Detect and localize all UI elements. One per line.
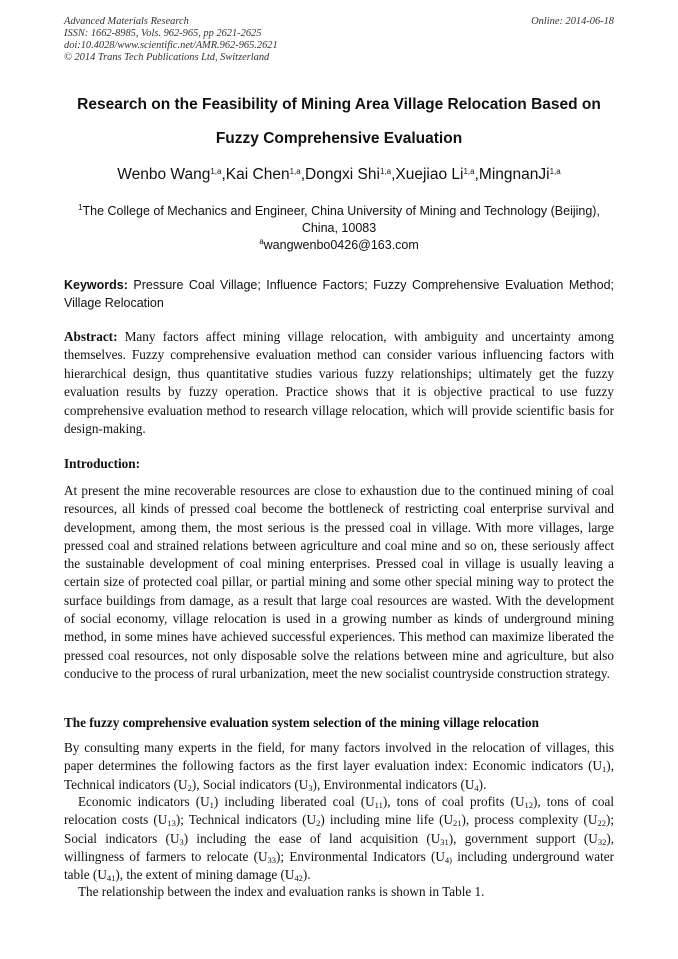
section-2-paragraph-1: By consulting many experts in the field, for many factors involved in the relocation of villages, this paper determines the following factors as the first layer evaluation index: Economic indicators $(U_1)$, Technical indicators $(U_2)$, Social indicators $(U_3)$, Environmental indicators $(U_4)$. bbox=[64, 740, 614, 793]
doi-line: doi:10.4028/www.scientific.net/AMR.962-965.2621 bbox=[64, 40, 278, 51]
keywords bbox=[64, 276, 614, 312]
author-sup: 1,a bbox=[379, 167, 392, 176]
paper-title bbox=[40, 88, 638, 156]
author-separator: , bbox=[391, 166, 396, 183]
issn-line: ISSN: 1662-8985, Vols. 962-965, pp 2621-2625 bbox=[64, 28, 262, 39]
online-date: Online: 2014-06-18 bbox=[531, 16, 614, 27]
author-email: wangwenbo0426@163.com bbox=[263, 238, 419, 252]
author-list bbox=[40, 166, 638, 184]
abstract-label: Abstract: bbox=[64, 329, 118, 344]
affiliation-block bbox=[60, 203, 618, 254]
author-sup: 1,a bbox=[463, 167, 475, 176]
author-name: Kai Chen bbox=[225, 166, 290, 183]
author-name: Dongxi Shi bbox=[305, 166, 380, 183]
affiliation-line-1: The College of Mechanics and Engineer, China University of Mining and Technology (Beijing), bbox=[82, 204, 600, 218]
author-name: MingnanJi bbox=[478, 166, 550, 183]
title-line-2: Fuzzy Comprehensive Evaluation bbox=[215, 130, 463, 147]
section-2-heading: The fuzzy comprehensive evaluation system selection of the mining village relocation bbox=[64, 715, 539, 730]
affiliation-sup: 1 bbox=[78, 203, 83, 212]
section-2-paragraph-3: The relationship between the index and evaluation ranks is shown in Table 1. bbox=[78, 884, 485, 899]
email-sup: a bbox=[259, 237, 264, 246]
author-separator: , bbox=[300, 166, 305, 183]
journal-header bbox=[64, 16, 614, 64]
intro-heading: Introduction: bbox=[64, 456, 140, 471]
author-sup: 1,a bbox=[549, 167, 561, 176]
intro-paragraph: At present the mine recoverable resources are close to exhaustion due to the continued mining of coal resources, all kinds of pressed coal become the bottleneck of restricting coal enterprise survival and development, among them, the most serious is the pressed coal in village. With more villages, large pressed coal and strained relations between agriculture and coal mine and so on, these seriously affect the sustainable development of coal mining enterprises. Pressed coal in village is usually leaving a certain size of protected coal pillar, or partial mining and some other special mining way to protect the surface buildings from damage, as a result that large coal resources are wasted. With the development of social economy, village relocation is used in a growing number as kinds of underground mining method, in some mines have achieved successful experiences. This method can maximize liberated the pressed coal resources, not only disposable solve the relations between mine and agriculture, but also conducive to the process of rural urbanization, meet the new socialist countryside construction strategy. bbox=[64, 483, 614, 681]
keywords-text: Pressure Coal Village; Influence Factors; Fuzzy Comprehensive Evaluation Method; Village Relocation bbox=[64, 278, 614, 310]
abstract-text: Many factors affect mining village relocation, with ambiguity and uncertainty among themselves. Fuzzy comprehensive evaluation method can consider various influencing factors with hierarchical design, thus quantitative studies various fuzzy relationships; ultimately get the fuzzy evaluation results by fuzzy operation. Practice shows that it is objective practical to use fuzzy comprehensive evaluation method to research village relocation, which will provide scientific basis for design-making. bbox=[64, 329, 614, 437]
journal-name: Advanced Materials Research bbox=[64, 16, 189, 27]
author-separator: , bbox=[474, 166, 479, 183]
abstract bbox=[64, 328, 614, 438]
keywords-label: Keywords: bbox=[64, 278, 128, 292]
affiliation-line-2: China, 10083 bbox=[301, 221, 377, 235]
copyright-line: © 2014 Trans Tech Publications Ltd, Switzerland bbox=[64, 52, 270, 63]
author-name: Xuejiao Li bbox=[395, 166, 464, 183]
title-line-1: Research on the Feasibility of Mining Area Village Relocation Based on bbox=[77, 96, 601, 113]
author-sup: 1,a bbox=[289, 167, 301, 176]
section-2-paragraph-2: Economic indicators $(U_1)$ including liberated coal $(U_{11})$, tons of coal profits $(U_{12})$, tons of coal relocation costs $(U_{13})$; Technical indicators $(U_2)$ including mine life $(U_{21})$, process complexity $(U_{22})$; Social indicators $(U_3)$ including the ease of land acquisition $(U_{31})$, government support $(U_{32})$, willingness of farmers to relocate $(U_{33})$; Environmental Indicators ($U_{4)}$ including underground water table $(U_{41})$, the extent of mining damage $(U_{42})$. bbox=[64, 794, 615, 884]
author-name: Wenbo Wang bbox=[117, 166, 211, 183]
author-sup: 1,a bbox=[210, 167, 222, 176]
author-separator: , bbox=[221, 166, 226, 183]
